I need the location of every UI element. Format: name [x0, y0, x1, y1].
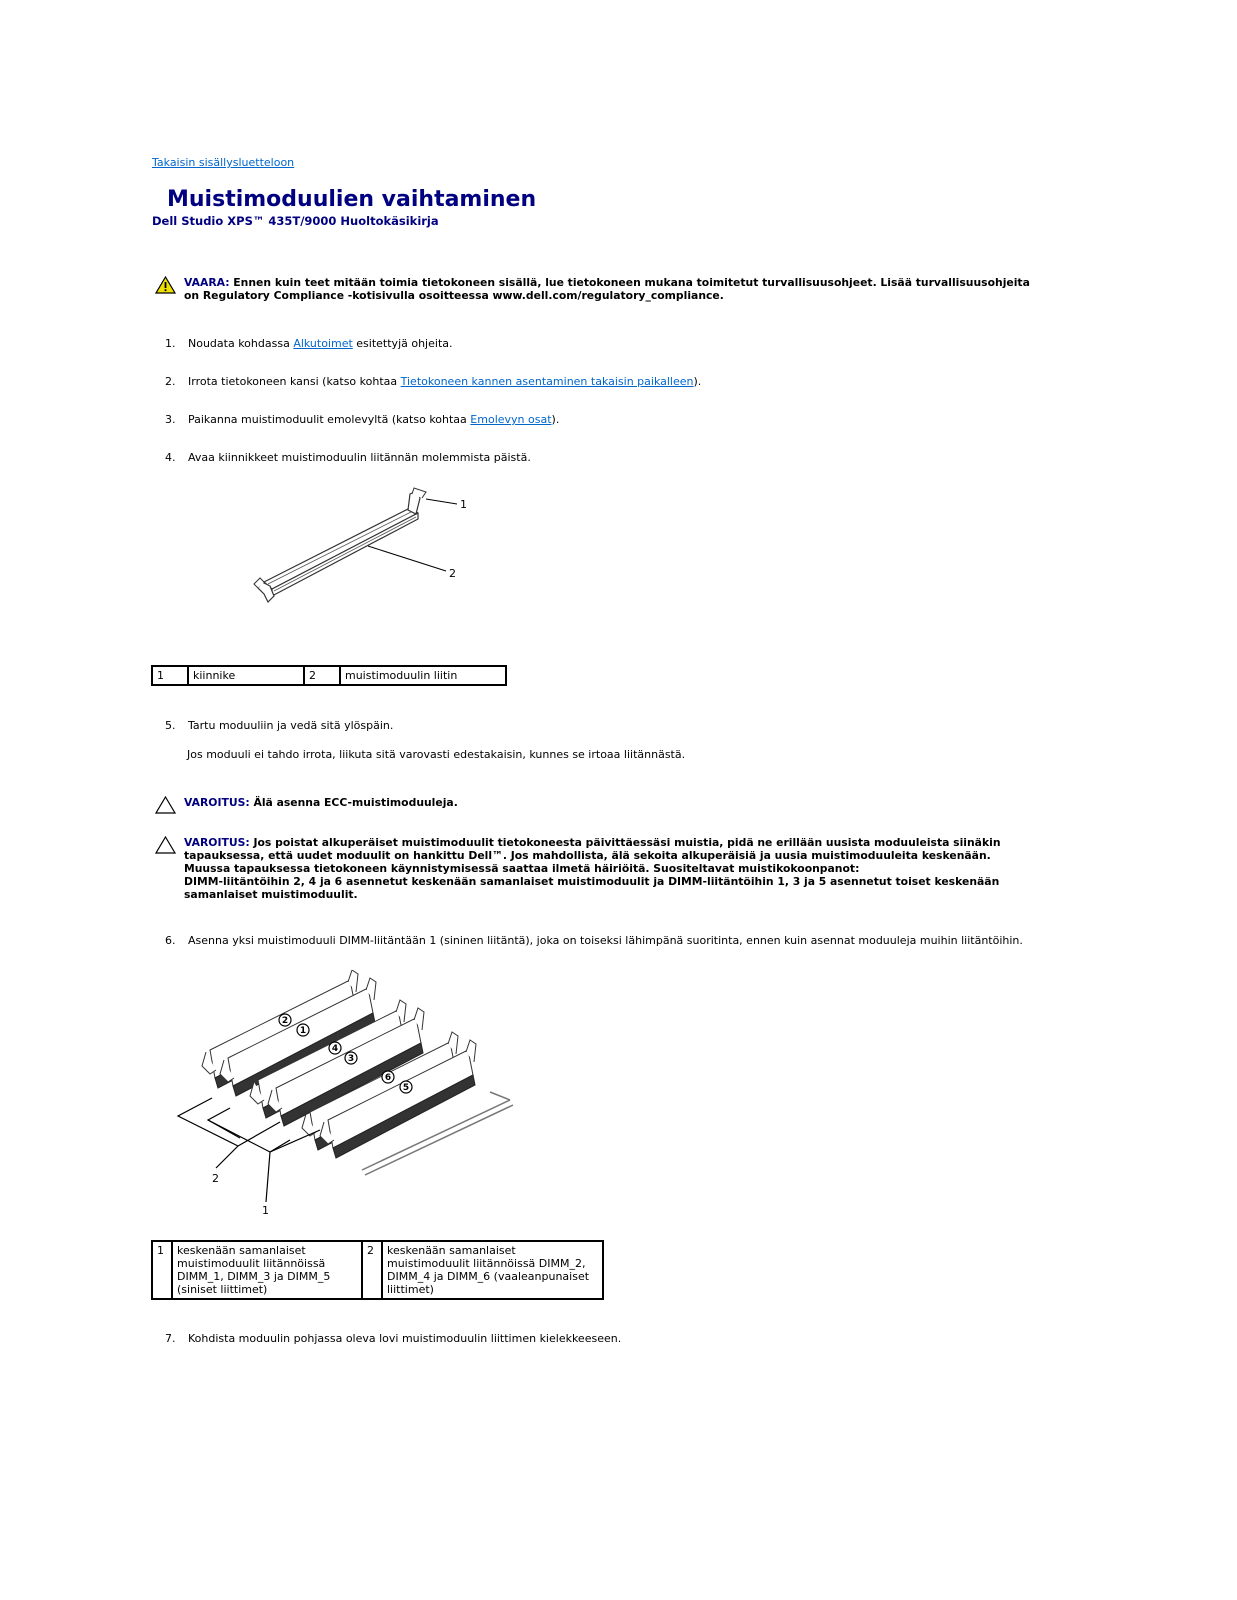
- step-text: Avaa kiinnikkeet muistimoduulin liitännän molemmista päistä.: [188, 451, 531, 464]
- step-text: ).: [551, 413, 560, 426]
- legend-label: keskenään samanlaiset muistimoduulit liitännöissä DIMM_1, DIMM_3 ja DIMM_5 (siniset liittimet): [172, 1241, 362, 1299]
- caution-note-2: [155, 836, 1035, 904]
- slot-label-2: 2: [281, 1016, 289, 1026]
- warning-text: Ennen kuin teet mitään toimia tietokoneen sisällä, lue tietokoneen mukana toimitetut turvallisuusohjeet. Lisää turvallisuusohjeita on Regulatory Compliance -kotisivulla osoitteessa www.dell.com/regulatory_compliance.: [184, 276, 1030, 302]
- step-text: ).: [693, 375, 702, 388]
- back-to-contents-link[interactable]: Takaisin sisällysluetteloon: [152, 156, 295, 169]
- slot-label-3: 3: [347, 1054, 355, 1064]
- dimm-slots-illustration: [170, 970, 520, 1220]
- step-number: 5.: [165, 719, 176, 732]
- figure2-callout-2: 2: [212, 1172, 219, 1185]
- warning-note: [155, 276, 1035, 306]
- slot-label-6: 6: [384, 1073, 392, 1083]
- step-6: [165, 934, 1023, 947]
- slot-label-1: 1: [299, 1026, 307, 1036]
- alkutoimet-link[interactable]: Alkutoimet: [293, 337, 353, 350]
- step-text: Paikanna muistimoduulit emolevyltä (katso kohtaa: [188, 413, 471, 426]
- legend-num: 1: [152, 1241, 172, 1299]
- caution-label: VAROITUS:: [184, 836, 250, 849]
- table-row: [152, 666, 506, 685]
- step-number: 6.: [165, 934, 176, 947]
- page-subtitle: Dell Studio XPS™ 435T/9000 Huoltokäsikirja: [152, 214, 439, 228]
- caution-label: VAROITUS:: [184, 796, 250, 809]
- caution-text-2: DIMM-liitäntöihin 2, 4 ja 6 asennetut keskenään samanlaiset muistimoduulit ja DIMM-liitäntöihin 1, 3 ja 5 asennetut toiset keskenään samanlaiset muistimoduulit.: [184, 875, 1000, 901]
- step-text: Asenna yksi muistimoduuli DIMM-liitäntään 1 (sininen liitäntä), joka on toiseksi lähimpänä suoritinta, ennen kuin asennat moduuleja muihin liitäntöihin.: [188, 934, 1023, 947]
- figure2-callout-1: 1: [262, 1204, 269, 1217]
- step-number: 1.: [165, 337, 176, 350]
- slot-label-5: 5: [402, 1083, 410, 1093]
- caution-text: Jos poistat alkuperäiset muistimoduulit tietokoneesta päivittäessäsi muistia, pidä ne erillään uusista moduuleista siinäkin tapauksessa, että uudet moduulit on hankittu Dell™. Jos mahdollista, älä sekoita alkuperäisiä ja uusia muistimoduuleita keskenään. Muussa tapauksessa tietokoneen käynnistymisessä saattaa ilmetä häiriöitä. Suositeltavat muistikokoonpanot:: [184, 836, 1001, 875]
- step-text: Kohdista moduulin pohjassa oleva lovi muistimoduulin liittimen kielekkeeseen.: [188, 1332, 622, 1345]
- legend-num: 2: [304, 666, 340, 685]
- step-7: [165, 1332, 621, 1345]
- legend-num: 1: [152, 666, 188, 685]
- step-text: esitettyjä ohjeita.: [352, 337, 453, 350]
- caution-triangle-icon: [155, 836, 176, 854]
- caution-triangle-icon: [155, 796, 176, 814]
- step-1: [165, 337, 453, 350]
- step-number: 2.: [165, 375, 176, 388]
- step-5-paragraph: Jos moduuli ei tahdo irrota, liikuta sitä varovasti edestakaisin, kunnes se irtoaa liitännästä.: [187, 748, 686, 761]
- warning-label: VAARA:: [184, 276, 230, 289]
- step-2: [165, 375, 701, 388]
- legend-label: keskenään samanlaiset muistimoduulit liitännöissä DIMM_2, DIMM_4 ja DIMM_6 (vaaleanpunaiset liittimet): [382, 1241, 603, 1299]
- legend-num: 2: [362, 1241, 382, 1299]
- caution-text: Älä asenna ECC-muistimoduuleja.: [253, 796, 458, 809]
- legend-label: muistimoduulin liitin: [340, 666, 506, 685]
- step-5: [165, 719, 393, 732]
- figure1-legend-table: [151, 665, 507, 686]
- legend-label: kiinnike: [188, 666, 304, 685]
- motherboard-parts-link[interactable]: Emolevyn osat: [470, 413, 552, 426]
- step-text: Tartu moduuliin ja vedä sitä ylöspäin.: [188, 719, 394, 732]
- memory-connector-illustration: [250, 484, 480, 614]
- table-row: [152, 1241, 603, 1299]
- warning-triangle-icon: [155, 276, 176, 294]
- figure1-callout-2: 2: [449, 567, 456, 580]
- figure2-legend-table: [151, 1240, 604, 1300]
- caution-note-1: [155, 796, 1035, 814]
- step-number: 3.: [165, 413, 176, 426]
- step-number: 4.: [165, 451, 176, 464]
- step-text: Noudata kohdassa: [188, 337, 294, 350]
- page-title: Muistimoduulien vaihtaminen: [167, 187, 537, 212]
- slot-label-4: 4: [331, 1044, 339, 1054]
- step-3: [165, 413, 559, 426]
- step-text: Irrota tietokoneen kansi (katso kohtaa: [188, 375, 401, 388]
- figure1-callout-1: 1: [460, 498, 467, 511]
- step-4: [165, 451, 531, 464]
- cover-replace-link[interactable]: Tietokoneen kannen asentaminen takaisin paikalleen: [400, 375, 694, 388]
- step-number: 7.: [165, 1332, 176, 1345]
